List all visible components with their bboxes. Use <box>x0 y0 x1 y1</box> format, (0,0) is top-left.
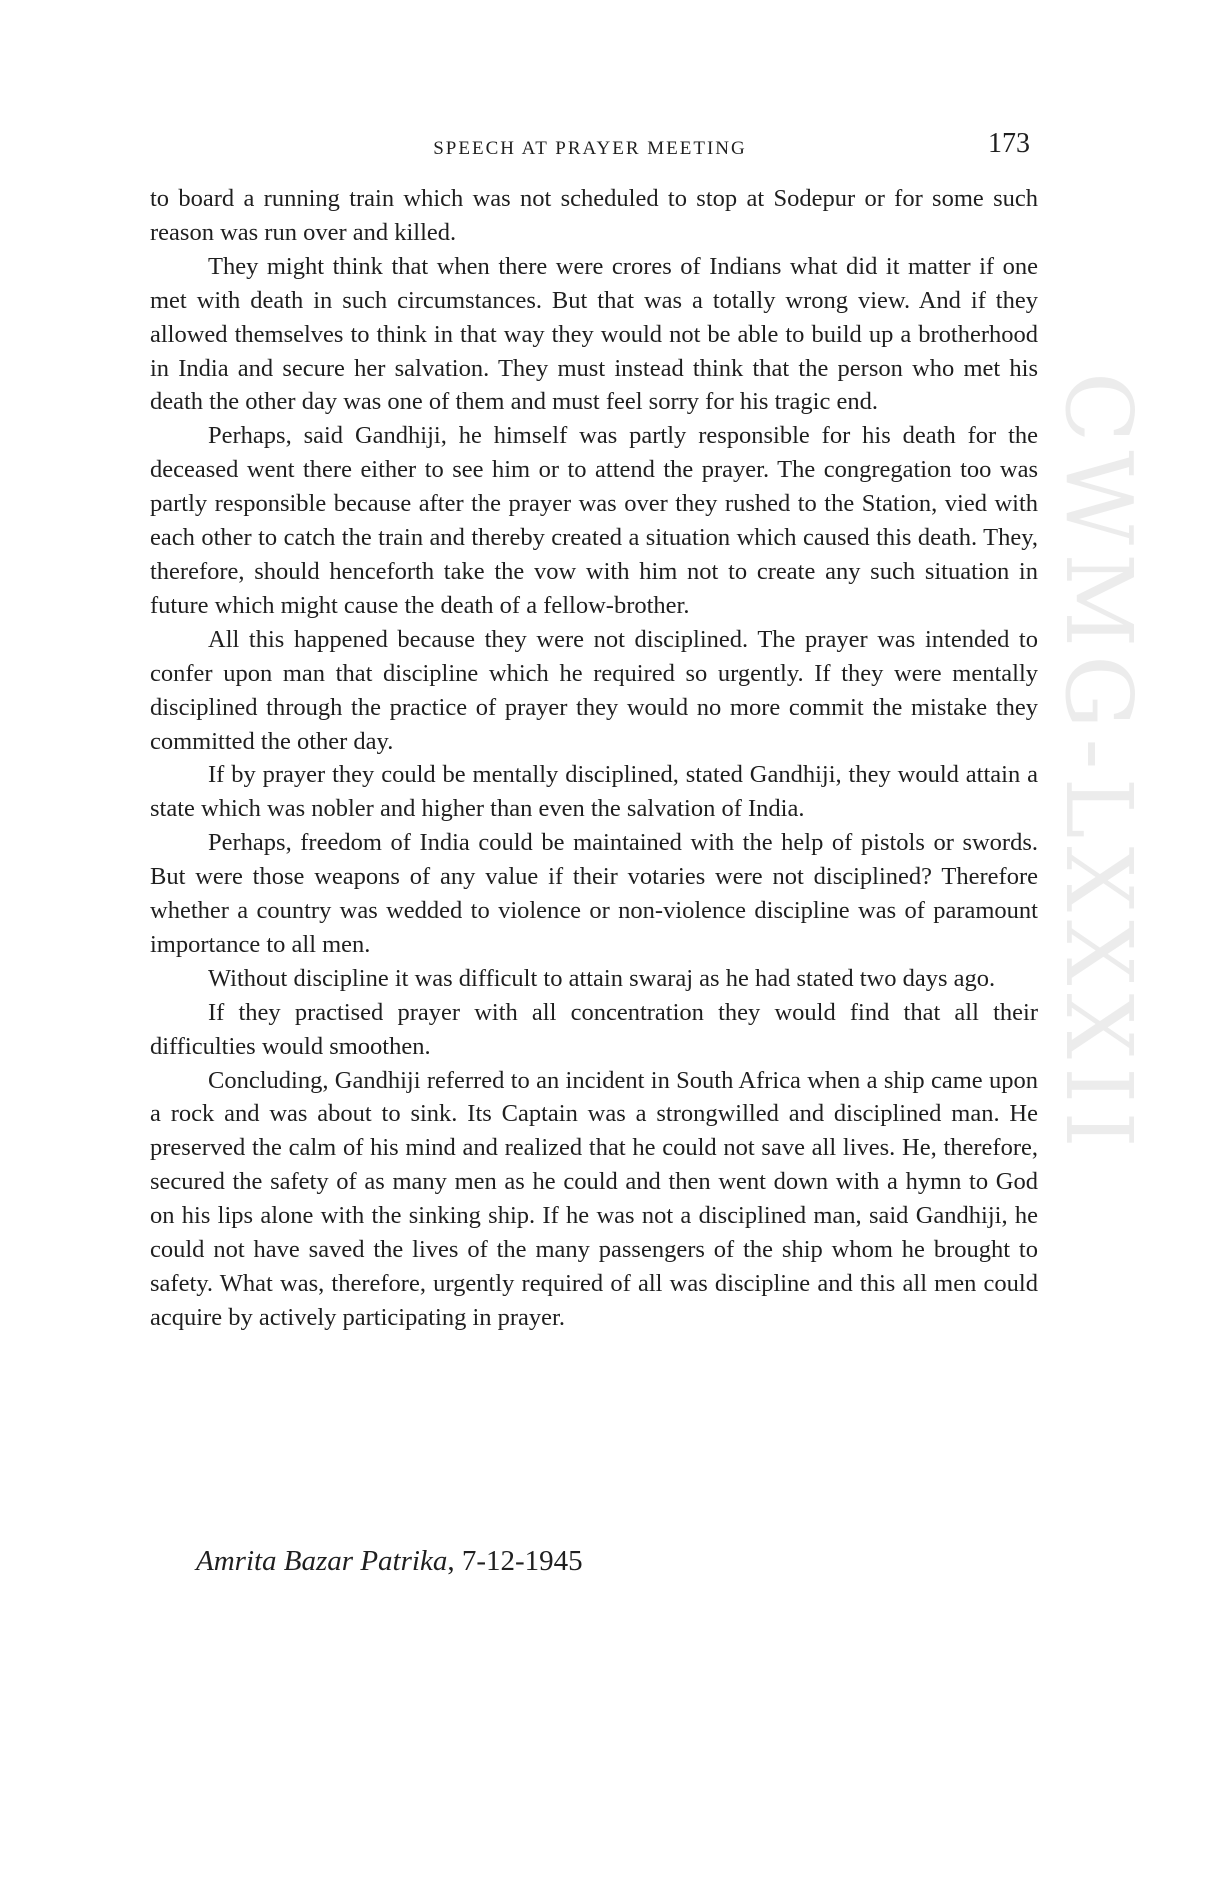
source-citation <box>196 1545 583 1578</box>
paragraph: Concluding, Gandhiji referred to an incident in South Africa when a ship came upon a rock and was about to sink. Its Captain was a strongwilled and disciplined man. He preserved the calm of his mind and realized that he could not save all lives. He, therefore, secured the safety of as many men as he could and then went down with a hymn to God on his lips alone with the sinking ship. If he was not a disciplined man, said Gandhiji, he could not have saved the lives of the many passengers of the ship whom he brought to safety. What was, therefore, urgently required of all was discipline and this all men could acquire by actively participating in prayer. <box>150 1066 1038 1331</box>
paragraph: Perhaps, freedom of India could be maintained with the help of pistols or swords. But were those weapons of any value if their votaries were not disciplined? Therefore whether a country was wedded to violence or non-violence discipline was of paramount importance to all men. <box>150 829 1038 958</box>
paragraph: Perhaps, said Gandhiji, he himself was partly responsible for his death for the deceased went there either to see him or to attend the prayer. The congregation too was partly responsible because after the prayer was over they rushed to the Station, vied with each other to catch the train and thereby created a situation which caused this death. They, therefore, should henceforth take the vow with him not to create any such situation in future which might cause the death of a fellow-brother. <box>150 422 1038 619</box>
paragraph: to board a running train which was not scheduled to stop at Sodepur or for some such reason was run over and killed. <box>150 185 1038 246</box>
running-header <box>150 126 1030 166</box>
running-title: SPEECH AT PRAYER MEETING <box>433 138 747 159</box>
body-text <box>150 182 1038 1335</box>
paragraph: Without discipline it was difficult to attain swaraj as he had stated two days ago. <box>208 964 996 992</box>
page-number: 173 <box>988 128 1030 159</box>
source-publication: Amrita Bazar Patrika <box>196 1545 448 1577</box>
paragraph: If they practised prayer with all concentration they would find that all their difficulties would smoothen. <box>150 998 1038 1060</box>
watermark-text: CWMG-LXXXII <box>1045 372 1152 1156</box>
source-date: , 7-12-1945 <box>447 1545 583 1577</box>
watermark <box>1045 372 1152 1552</box>
paragraph: If by prayer they could be mentally disciplined, stated Gandhiji, they would attain a state which was nobler and higher than even the salvation of India. <box>150 761 1038 823</box>
paragraph: They might think that when there were crores of Indians what did it matter if one met with death in such circumstances. But that was a totally wrong view. And if they allowed themselves to think in that way they would not be able to build up a brotherhood in India and secure her salvation. They must instead think that the person who met his death the other day was one of them and must feel sorry for his tragic end. <box>150 252 1038 416</box>
paragraph: All this happened because they were not disciplined. The prayer was intended to confer upon man that discipline which he required so urgently. If they were mentally disciplined through the practice of prayer they would no more commit the mistake they committed the other day. <box>150 625 1038 755</box>
